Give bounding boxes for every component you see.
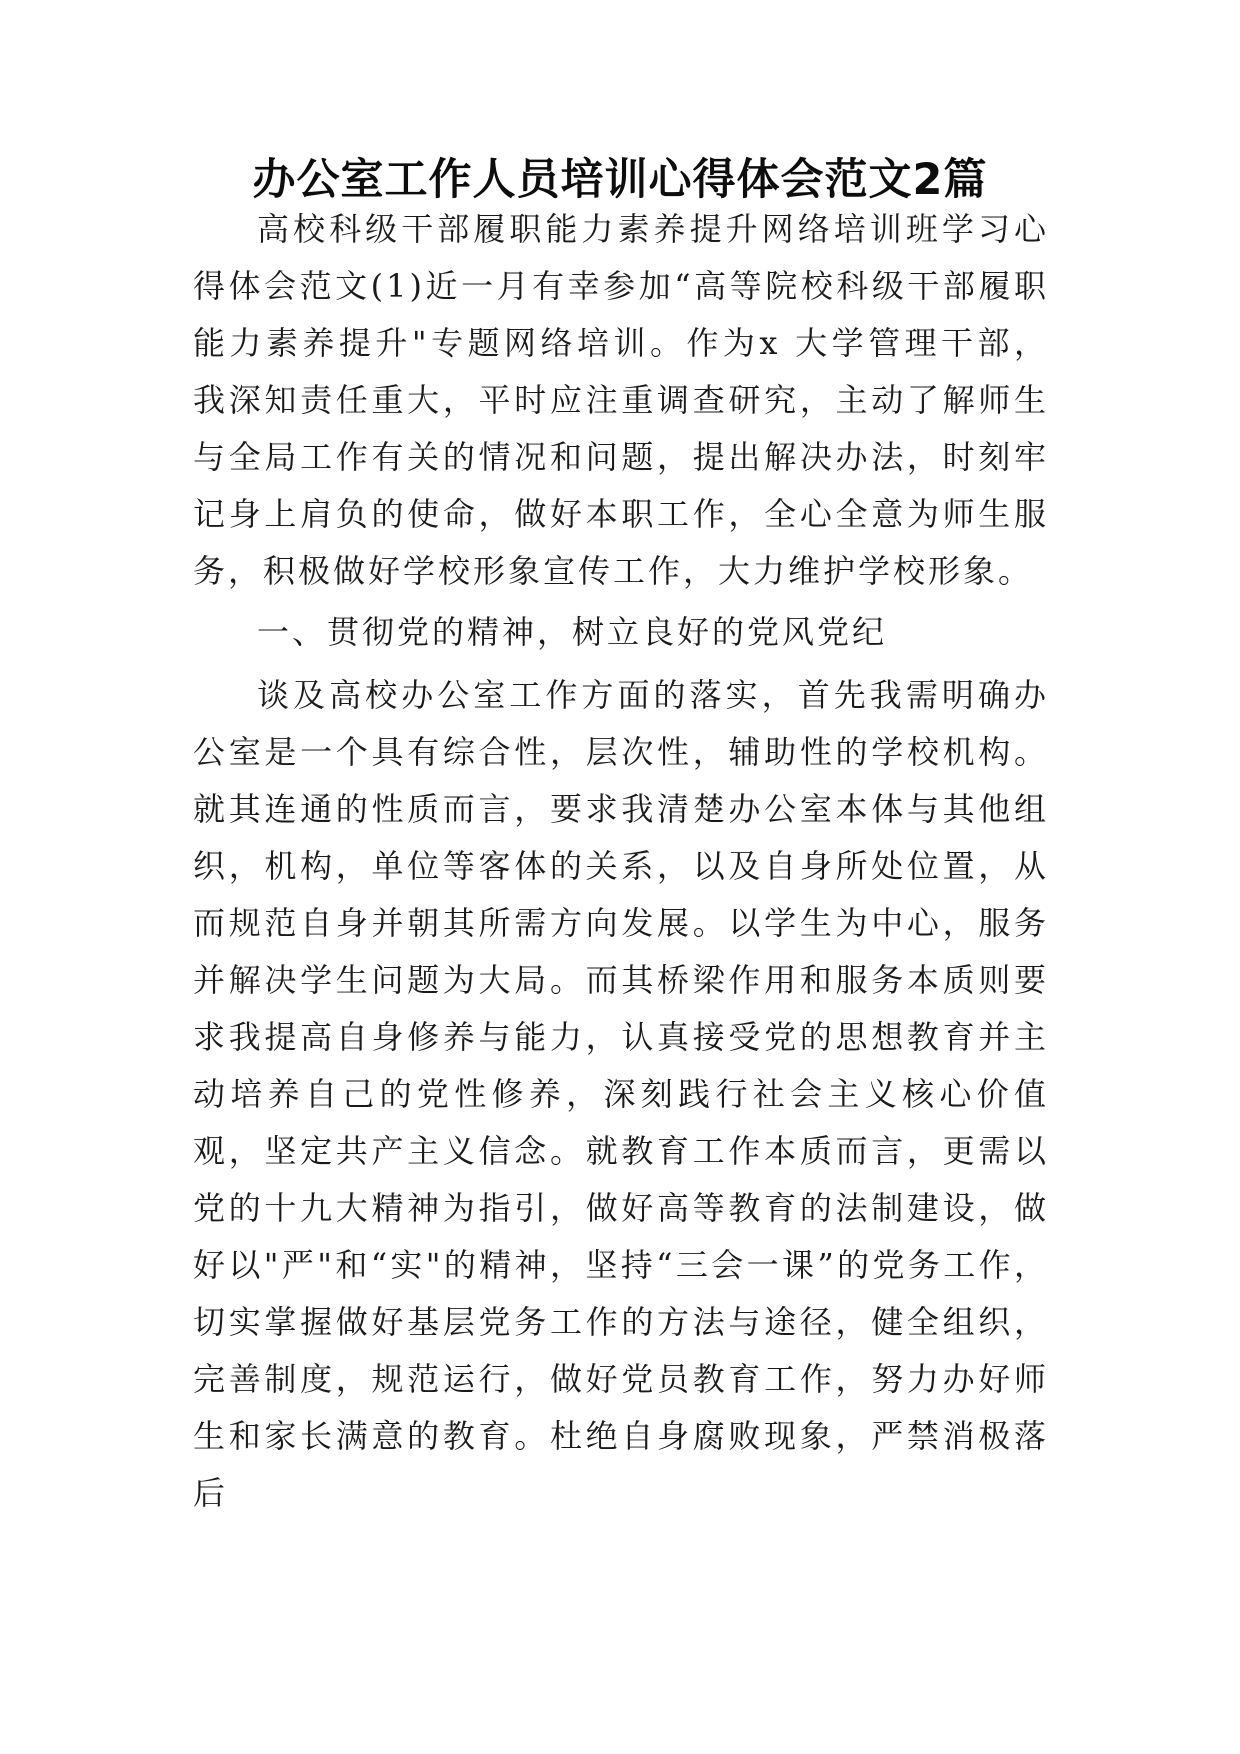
section-heading-1: 一、贯彻党的精神，树立良好的党风党纪 xyxy=(257,613,888,651)
paragraph-section-1: 谈及高校办公室工作方面的落实，首先我需明确办公室是一个具有综合性，层次性，辅助性的学校机构。就其连通的性质而言，要求我清楚办公室本体与其他组织，机构，单位等客体的关系，以及自身所处位置，从而规范自身并朝其所需方向发展。以学生为中心，服务并解决学生问题为大局。而其桥梁作用和服务本质则要求我提高自身修养与能力，认真接受党的思想教育并主动培养自己的党性修养，深刻践行社会主义核心价值观，坚定共产主义信念。就教育工作本质而言，更需以党的十九大精神为指引，做好高等教育的法制建设，做好以"严"和“实"的精神，坚持“三会一课”的党务工作，切实掌握做好基层党务工作的方法与途径，健全组织，完善制度，规范运行，做好党员教育工作，努力办好师生和家长满意的教育。杜绝自身腐败现象，严禁消极落后 xyxy=(193,676,1049,1512)
document-body xyxy=(193,201,1049,1522)
paragraph-intro: 高校科级干部履职能力素养提升网络培训班学习心得体会范文(1)近一月有幸参加“高等院校科级干部履职能力素养提升"专题网络培训。作为x 大学管理干部，我深知责任重大，平时应注重调查研究，主动了解师生与全局工作有关的情况和问题，提出解决办法，时刻牢记身上肩负的使命，做好本职工作，全心全意为师生服务，积极做好学校形象宣传工作，大力维护学校形象。 xyxy=(193,210,1049,590)
document-title: 办公室工作人员培训心得体会范文2篇 xyxy=(252,155,988,205)
